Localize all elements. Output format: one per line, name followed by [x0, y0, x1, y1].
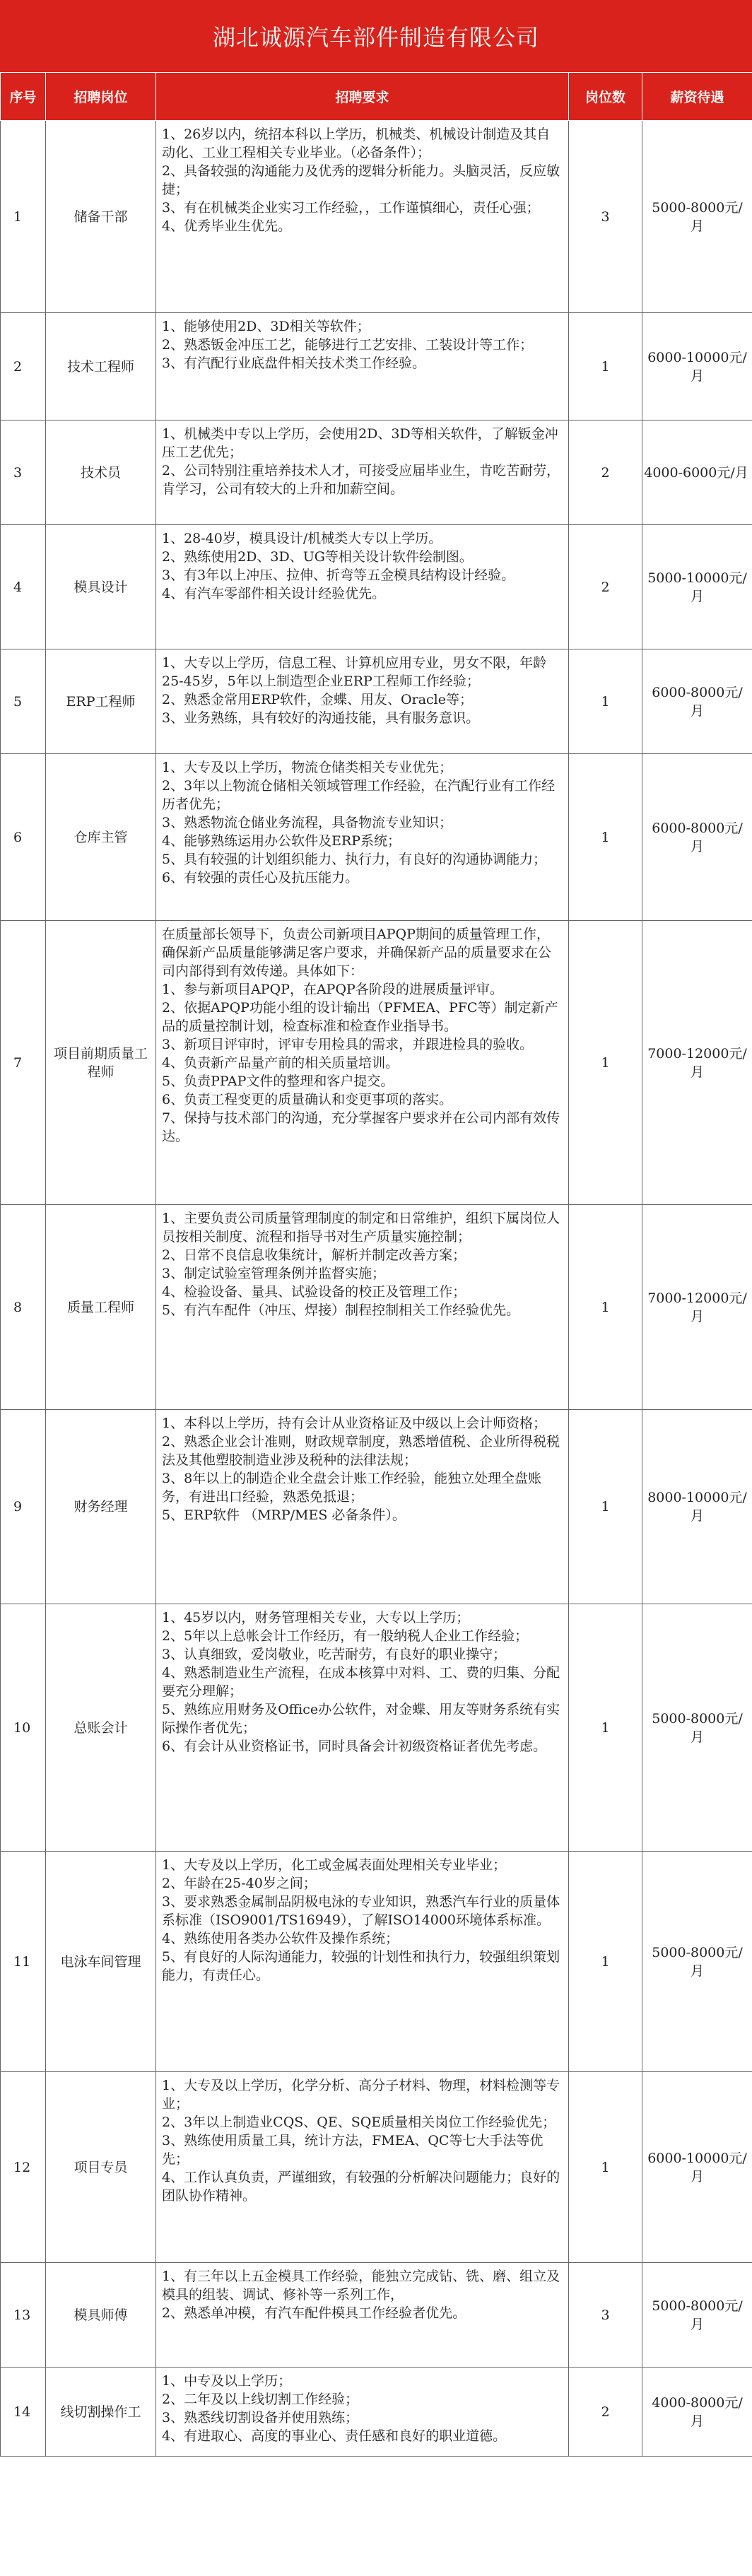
requirements-cell: [156, 2263, 569, 2368]
requirement-line: 1、有三年以上五金模具工作经验，能独立完成钻、铣、磨、组立及模具的组装、调试、修补等一系列工作，: [162, 2269, 560, 2302]
salary-cell: [642, 649, 752, 754]
salary-cell: [642, 525, 752, 649]
requirement-line: 2、熟悉单冲模，有汽车配件模具工作经验者优先。: [162, 2305, 466, 2321]
header-requirements: 招聘要求: [156, 73, 569, 121]
requirements-cell: [156, 754, 569, 921]
position-name: 模具师傅: [46, 2263, 156, 2368]
position-count: 1: [569, 313, 642, 420]
row-number: 11: [1, 1852, 46, 2072]
requirement-line: 2、年龄在25-40岁之间；: [162, 1876, 317, 1891]
position-name: 技术员: [46, 420, 156, 525]
requirement-line: 6、有较强的责任心及抗压能力。: [162, 870, 359, 886]
requirement-line: 1、大专及以上学历，物流仓储类相关专业优先；: [162, 760, 453, 775]
row-number: 2: [1, 313, 46, 420]
requirement-line: 2、5年以上总帐会计工作经历，有一般纳税人企业工作经验；: [162, 1628, 529, 1644]
header-salary: 薪资待遇: [642, 73, 752, 121]
requirement-line: 4、负责新产品量产前的相关质量培训。: [162, 1055, 399, 1071]
requirement-line: 1、参与新项目APQP，在APQP各阶段的进展质量评审。: [162, 982, 503, 997]
position-name: 电泳车间管理: [46, 1852, 156, 2072]
salary-value: 7000-12000元/月: [647, 1045, 747, 1080]
requirement-line: 3、有在机械类企业实习工作经验，，工作谨慎细心，责任心强；: [162, 200, 540, 216]
header-count: 岗位数: [569, 73, 642, 121]
position-name: 质量工程师: [46, 1205, 156, 1410]
position-count: 3: [569, 2263, 642, 2368]
table-header-row: [1, 73, 752, 121]
table-row: [1, 1852, 752, 2072]
position-name: 储备干部: [46, 121, 156, 313]
requirement-line: 2、熟悉钣金冲压工艺，能够进行工艺安排、工装设计等工作；: [162, 337, 534, 353]
requirement-line: 4、检验设备、量具、试验设备的校正及管理工作；: [162, 1284, 466, 1300]
salary-cell: [642, 2368, 752, 2457]
row-number: 9: [1, 1410, 46, 1604]
requirements-cell: [156, 420, 569, 525]
requirement-line: 3、熟悉线切割设备并使用熟练；: [162, 2410, 359, 2425]
salary-value: 4000-6000元/月: [644, 464, 748, 481]
position-count: 2: [569, 420, 642, 525]
salary-cell: [642, 121, 752, 313]
requirement-line: 1、机械类中专以上学历，会使用2D、3D等相关软件，了解钣金冲压工艺优先；: [162, 426, 558, 460]
recruitment-table: [0, 72, 752, 2457]
position-name: 财务经理: [46, 1410, 156, 1604]
requirement-line: 4、熟练使用各类办公软件及操作系统；: [162, 1931, 399, 1946]
position-name: ERP工程师: [46, 649, 156, 754]
position-count: 1: [569, 2072, 642, 2263]
requirement-line: 3、业务熟练，具有较好的沟通技能，具有服务意识。: [162, 710, 480, 726]
requirement-line: 1、26岁以内，统招本科以上学历，机械类、机械设计制造及其自动化、工业工程相关专业毕业。（必备条件）；: [162, 127, 551, 160]
salary-cell: [642, 1410, 752, 1604]
table-row: [1, 754, 752, 921]
requirement-line: 2、二年及以上线切割工作经验；: [162, 2392, 359, 2407]
position-count: 1: [569, 649, 642, 754]
requirement-line: 在质量部长领导下，负责公司新项目APQP期间的质量管理工作，确保新产品质量能够满足客户要求，并确保新产品的质量要求在公司内部得到有效传递。具体如下：: [162, 927, 552, 979]
requirement-line: 3、8年以上的制造企业全盘会计账工作经验，能独立处理全盘账务，有进出口经验，熟悉免抵退；: [162, 1471, 542, 1505]
row-number: 8: [1, 1205, 46, 1410]
requirement-line: 1、28-40岁，模具设计/机械类大专以上学历。: [162, 531, 442, 546]
row-number: 13: [1, 2263, 46, 2368]
row-number: 4: [1, 525, 46, 649]
requirement-line: 3、熟悉物流仓储业务流程，具备物流专业知识；: [162, 815, 453, 830]
requirement-line: 7、保持与技术部门的沟通，充分掌握客户要求并在公司内部有效传达。: [162, 1110, 560, 1144]
requirements-cell: [156, 313, 569, 420]
requirement-line: 1、中专及以上学历；: [162, 2373, 292, 2389]
requirement-line: 3、有汽配行业底盘件相关技术类工作经验。: [162, 355, 426, 371]
requirement-line: 6、负责工程变更的质量确认和变更事项的落实。: [162, 1092, 453, 1107]
salary-value: 7000-12000元/月: [647, 1290, 747, 1324]
requirement-line: 3、熟练使用质量工具，统计方法，FMEA、QC等七大手法等优先；: [162, 2133, 544, 2167]
requirements-cell: [156, 1852, 569, 2072]
requirements-cell: [156, 121, 569, 313]
requirement-line: 2、3年以上制造业CQS、QE、SQE质量相关岗位工作经验优先；: [162, 2115, 556, 2130]
requirement-line: 5、有汽车配件（冲压、焊接）制程控制相关工作经验优先。: [162, 1302, 520, 1318]
requirement-line: 3、认真细致，爱岗敬业，吃苦耐劳，有良好的职业操守；: [162, 1647, 507, 1662]
table-row: [1, 1410, 752, 1604]
requirements-cell: [156, 649, 569, 754]
requirement-line: 2、具备较强的沟通能力及优秀的逻辑分析能力。头脑灵活，反应敏捷；: [162, 163, 560, 197]
position-count: 2: [569, 525, 642, 649]
salary-value: 4000-8000元/月: [652, 2394, 743, 2429]
requirement-line: 5、熟练应用财务及Office办公软件，对金蝶、用友等财务系统有实际操作者优先；: [162, 1702, 560, 1736]
requirement-line: 4、能够熟练运用办公软件及ERP系统；: [162, 833, 401, 849]
requirement-line: 3、要求熟悉金属制品阴极电泳的专业知识，熟悉汽车行业的质量体系标准（ISO9001/TS16949），了解ISO14000环境体系标准。: [162, 1894, 560, 1928]
requirement-line: 1、主要负责公司质量管理制度的制定和日常维护，组织下属岗位人员按相关制度、流程和指导书对生产质量实施控制；: [162, 1211, 560, 1245]
header-no: 序号: [1, 73, 46, 121]
position-name: 仓库主管: [46, 754, 156, 921]
salary-cell: [642, 2263, 752, 2368]
requirement-line: 5、具有较强的计划组织能力、执行力，有良好的沟通协调能力；: [162, 852, 547, 867]
requirement-line: 1、能够使用2D、3D相关等软件；: [162, 319, 370, 334]
header-position: 招聘岗位: [46, 73, 156, 121]
requirement-line: 4、有进取心、高度的事业心、责任感和良好的职业道德。: [162, 2428, 507, 2444]
position-count: 1: [569, 1852, 642, 2072]
requirements-cell: [156, 525, 569, 649]
requirement-line: 2、3年以上物流仓储相关领域管理工作经验，在汽配行业有工作经历者优先；: [162, 778, 556, 812]
position-count: 1: [569, 1410, 642, 1604]
requirements-cell: [156, 2072, 569, 2263]
table-row: [1, 121, 752, 313]
requirement-line: 1、大专及以上学历，化学分析、高分子材料、物理，材料检测等专业；: [162, 2078, 560, 2112]
requirement-line: 5、ERP软件 （MRP/MES 必备条件）。: [162, 1507, 406, 1523]
position-name: 总账会计: [46, 1604, 156, 1852]
salary-value: 5000-8000元/月: [652, 1944, 743, 1979]
position-name: 线切割操作工: [46, 2368, 156, 2457]
requirement-line: 1、本科以上学历，持有会计从业资格证及中级以上会计师资格；: [162, 1416, 547, 1431]
salary-cell: [642, 1205, 752, 1410]
requirements-cell: [156, 1410, 569, 1604]
requirement-line: 2、熟悉金常用ERP软件，金蝶、用友、Oracle等；: [162, 692, 473, 707]
requirement-line: 1、大专以上学历，信息工程、计算机应用专业，男女不限，年龄25-45岁，5年以上制造型企业ERP工程师工作经验；: [162, 655, 547, 689]
requirement-line: 2、依据APQP功能小组的设计输出（PFMEA、PFC等）制定新产品的质量控制计划，检查标准和检查作业指导书。: [162, 1000, 558, 1034]
table-row: [1, 921, 752, 1205]
requirement-line: 1、大专及以上学历，化工或金属表面处理相关专业毕业；: [162, 1857, 507, 1873]
table-row: [1, 2368, 752, 2457]
row-number: 1: [1, 121, 46, 313]
requirements-cell: [156, 1604, 569, 1852]
row-number: 14: [1, 2368, 46, 2457]
requirement-line: 4、熟悉制造业生产流程，在成本核算中对料、工、费的归集、分配要充分理解；: [162, 1665, 560, 1699]
table-row: [1, 649, 752, 754]
requirement-line: 3、有3年以上冲压、拉伸、折弯等五金模具结构设计经验。: [162, 567, 515, 583]
table-row: [1, 2263, 752, 2368]
requirement-line: 2、公司特别注重培养技术人才，可接受应届毕业生，肯吃苦耐劳，肯学习，公司有较大的上升和加薪空间。: [162, 463, 560, 497]
requirement-line: 3、制定试验室管理条例并监督实施；: [162, 1266, 386, 1281]
requirement-line: 2、熟悉企业会计准则，财政规章制度，熟悉增值税、企业所得税税法及其他塑胶制造业涉及税种的法律法规；: [162, 1434, 560, 1468]
position-count: 1: [569, 1205, 642, 1410]
requirements-cell: [156, 921, 569, 1205]
row-number: 12: [1, 2072, 46, 2263]
salary-value: 5000-8000元/月: [652, 2298, 743, 2332]
requirement-line: 5、负责PPAP文件的整理和客户提交。: [162, 1074, 394, 1089]
position-name: 技术工程师: [46, 313, 156, 420]
salary-cell: [642, 921, 752, 1205]
salary-cell: [642, 1604, 752, 1852]
table-row: [1, 2072, 752, 2263]
salary-cell: [642, 313, 752, 420]
salary-cell: [642, 2072, 752, 2263]
position-name: 项目专员: [46, 2072, 156, 2263]
row-number: 10: [1, 1604, 46, 1852]
salary-cell: [642, 420, 752, 525]
salary-value: 6000-8000元/月: [652, 684, 743, 719]
salary-value: 5000-10000元/月: [647, 570, 747, 604]
salary-cell: [642, 1852, 752, 2072]
requirement-line: 6、有会计从业资格证书，同时具备会计初级资格证者优先考虑。: [162, 1739, 547, 1754]
requirement-line: 4、有汽车零部件相关设计经验优先。: [162, 586, 386, 601]
row-number: 5: [1, 649, 46, 754]
salary-value: 8000-10000元/月: [647, 1490, 747, 1524]
salary-value: 6000-10000元/月: [647, 2150, 747, 2184]
table-row: [1, 420, 752, 525]
requirement-line: 5、有良好的人际沟通能力，较强的计划性和执行力，较强组织策划能力，有责任心。: [162, 1949, 560, 1983]
requirements-cell: [156, 2368, 569, 2457]
position-name: 项目前期质量工程师: [46, 921, 156, 1205]
requirement-line: 4、优秀毕业生优先。: [162, 218, 292, 234]
requirements-cell: [156, 1205, 569, 1410]
position-count: 1: [569, 1604, 642, 1852]
requirement-line: 2、熟练使用2D、3D、UG等相关设计软件绘制图。: [162, 549, 473, 565]
requirement-line: 1、45岁以内，财务管理相关专业，大专以上学历；: [162, 1610, 470, 1625]
position-count: 3: [569, 121, 642, 313]
position-count: 1: [569, 921, 642, 1205]
requirement-line: 3、新项目评审时，评审专用检具的需求，并跟进检具的验收。: [162, 1037, 534, 1052]
page-title: 湖北诚源汽车部件制造有限公司: [0, 0, 752, 72]
requirement-line: 2、日常不良信息收集统计，解析并制定改善方案；: [162, 1247, 466, 1263]
table-row: [1, 1604, 752, 1852]
salary-value: 6000-8000元/月: [652, 820, 743, 854]
position-name: 模具设计: [46, 525, 156, 649]
table-row: [1, 1205, 752, 1410]
requirement-line: 4、工作认真负责，严谨细致，有较强的分析解决问题能力；良好的团队协作精神。: [162, 2170, 560, 2204]
position-count: 1: [569, 754, 642, 921]
table-row: [1, 313, 752, 420]
salary-value: 6000-10000元/月: [647, 349, 747, 384]
row-number: 6: [1, 754, 46, 921]
salary-value: 5000-8000元/月: [652, 1710, 743, 1745]
salary-cell: [642, 754, 752, 921]
table-row: [1, 525, 752, 649]
salary-value: 5000-8000元/月: [652, 199, 743, 234]
row-number: 3: [1, 420, 46, 525]
row-number: 7: [1, 921, 46, 1205]
position-count: 2: [569, 2368, 642, 2457]
